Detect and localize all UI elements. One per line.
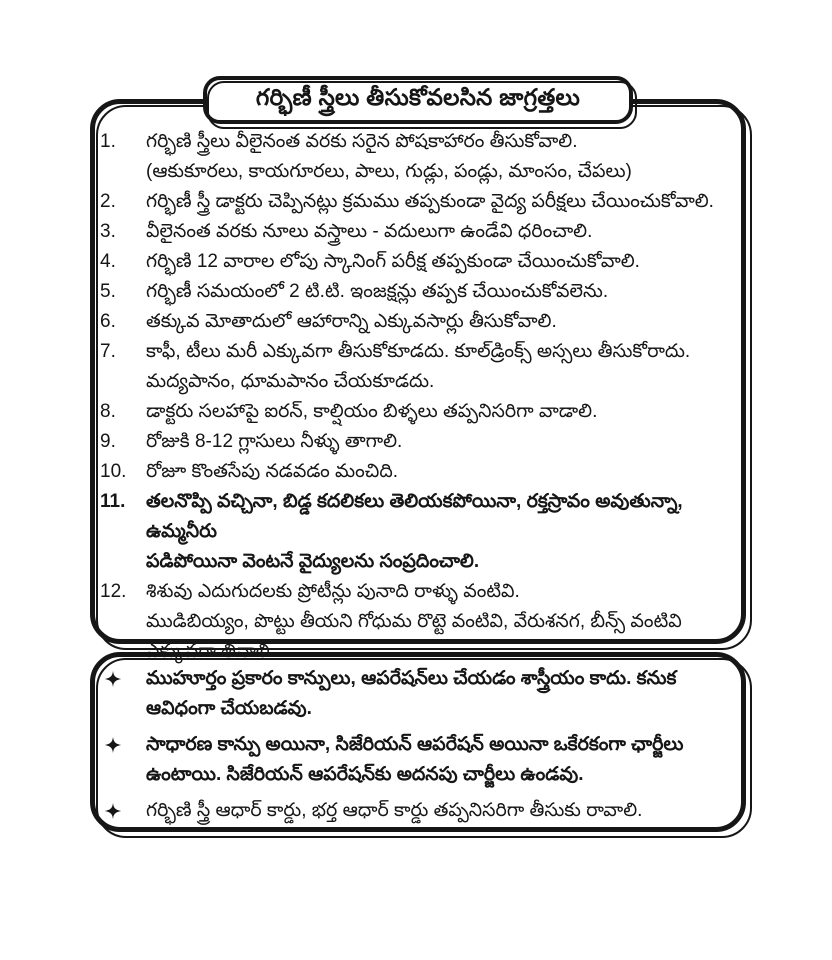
item-line: వీలైనంత వరకు నూలు వస్త్రాలు - వదులుగా ఉండేవి ధరించాలి. (146, 221, 593, 242)
item-text (146, 487, 740, 577)
list-item (100, 337, 740, 397)
item-line: శిశువు ఎదుగుదలకు ప్రోటీన్లు పునాది రాళ్ళు వంటివి. (146, 581, 520, 602)
note-item (100, 796, 740, 826)
item-number: 10. (100, 461, 127, 482)
note-line: ఉంటాయి. సిజేరియన్ ఆపరేషన్‌కు అదనపు చార్జీలు ఉండవు. (146, 764, 584, 785)
list-item (100, 127, 740, 187)
item-number: 7. (100, 341, 116, 362)
item-line: తక్కువ మోతాదులో ఆహారాన్ని ఎక్కువసార్లు తీసుకోవాలి. (146, 311, 557, 332)
item-text (146, 457, 740, 487)
item-text (146, 127, 740, 187)
item-number: 1. (100, 131, 116, 152)
item-text (146, 397, 740, 427)
item-text (146, 277, 740, 307)
title-banner (203, 76, 633, 124)
note-text (146, 796, 740, 826)
four-point-star-icon (100, 730, 146, 754)
item-number: 9. (100, 431, 116, 452)
list-item (100, 577, 740, 667)
item-line: గర్భిణి స్త్రీలు వీలైనంత వరకు సరైన పోషకాహారం తీసుకోవాలి. (146, 131, 578, 152)
list-item (100, 457, 740, 487)
list-item (100, 247, 740, 277)
precautions-list (100, 127, 740, 667)
item-text (146, 337, 740, 397)
item-line: ముడిబియ్యం, పొట్టు తీయని గోధుమ రొట్టె వంటివి, వేరుశనగ, బీన్స్ వంటివి (146, 611, 682, 632)
item-line: పడిపోయినా వెంటనే వైద్యులను సంప్రదించాలి. (146, 551, 480, 572)
item-line: గర్భిణి 12 వారాల లోపు స్కానింగ్ పరీక్ష తప్పకుండా చేయించుకోవాలి. (146, 251, 640, 272)
note-text (146, 730, 740, 790)
item-number: 3. (100, 221, 116, 242)
item-number: 8. (100, 401, 116, 422)
list-item (100, 217, 740, 247)
item-line: తలనొప్పి వచ్చినా, బిడ్డ కదలికలు తెలియకపోయినా, రక్తస్రావం అవుతున్నా, ఉమ్మనీరు (146, 491, 683, 542)
item-number: 11. (100, 491, 126, 512)
item-line: మద్యపానం, ధూమపానం చేయకూడదు. (146, 371, 435, 392)
note-item (100, 730, 740, 790)
four-point-star-icon (100, 664, 146, 688)
item-text (146, 217, 740, 247)
item-text (146, 427, 740, 457)
item-line: గర్భిణీ స్త్రీ డాక్టరు చెప్పినట్లు క్రమము తప్పకుండా వైద్య పరీక్షలు చేయించుకోవాలి. (146, 191, 714, 212)
item-text (146, 577, 740, 667)
item-line: గర్భిణీ సమయంలో 2 టి.టి. ఇంజక్షన్లు తప్పక చేయించుకోవలెను. (146, 281, 609, 302)
list-item (100, 487, 740, 577)
note-line: ఆవిధంగా చేయబడవు. (146, 698, 312, 719)
note-line: సాధారణ కాన్పు అయినా, సిజేరియన్ ఆపరేషన్ అయినా ఒకేరకంగా ఛార్జీలు (146, 734, 684, 755)
note-text (146, 664, 740, 724)
note-line: గర్భిణి స్త్రీ ఆధార్ కార్డు, భర్త ఆధార్ కార్డు తప్పనిసరిగా తీసుకు రావాలి. (146, 800, 643, 821)
list-item (100, 187, 740, 217)
item-line: రోజుకి 8-12 గ్లాసులు నీళ్ళు తాగాలి. (146, 431, 403, 452)
list-item (100, 307, 740, 337)
list-item (100, 427, 740, 457)
item-text (146, 307, 740, 337)
item-text (146, 247, 740, 277)
list-item (100, 397, 740, 427)
item-line: రోజూ కొంతసేపు నడవడం మంచిది. (146, 461, 399, 482)
item-line: ఎక్కువగా తినాలి. (146, 641, 275, 662)
item-number: 4. (100, 251, 116, 272)
item-text (146, 187, 740, 217)
four-point-star-icon (100, 796, 146, 820)
notes-list (100, 664, 740, 826)
item-number: 6. (100, 311, 116, 332)
item-line: కాఫీ, టీలు మరీ ఎక్కువగా తీసుకోకూడదు. కూల్‌డ్రింక్స్ అస్సలు తీసుకోరాదు. (146, 341, 691, 362)
item-line: (ఆకుకూరలు, కాయగూరలు, పాలు, గుడ్లు, పండ్లు, మాంసం, చేపలు) (146, 161, 632, 182)
item-number: 12. (100, 581, 127, 602)
item-number: 5. (100, 281, 116, 302)
note-item (100, 664, 740, 724)
list-item (100, 277, 740, 307)
item-number: 2. (100, 191, 116, 212)
page-title: గర్భిణీ స్త్రీలు తీసుకోవలసిన జాగ్రత్తలు (255, 83, 581, 110)
item-line: డాక్టరు సలహాపై ఐరన్, కాల్షియం బిళ్ళలు తప్పనిసరిగా వాడాలి. (146, 401, 598, 422)
note-line: ముహూర్తం ప్రకారం కాన్పులు, ఆపరేషన్‌లు చేయడం శాస్త్రీయం కాదు. కనుక (146, 668, 677, 689)
